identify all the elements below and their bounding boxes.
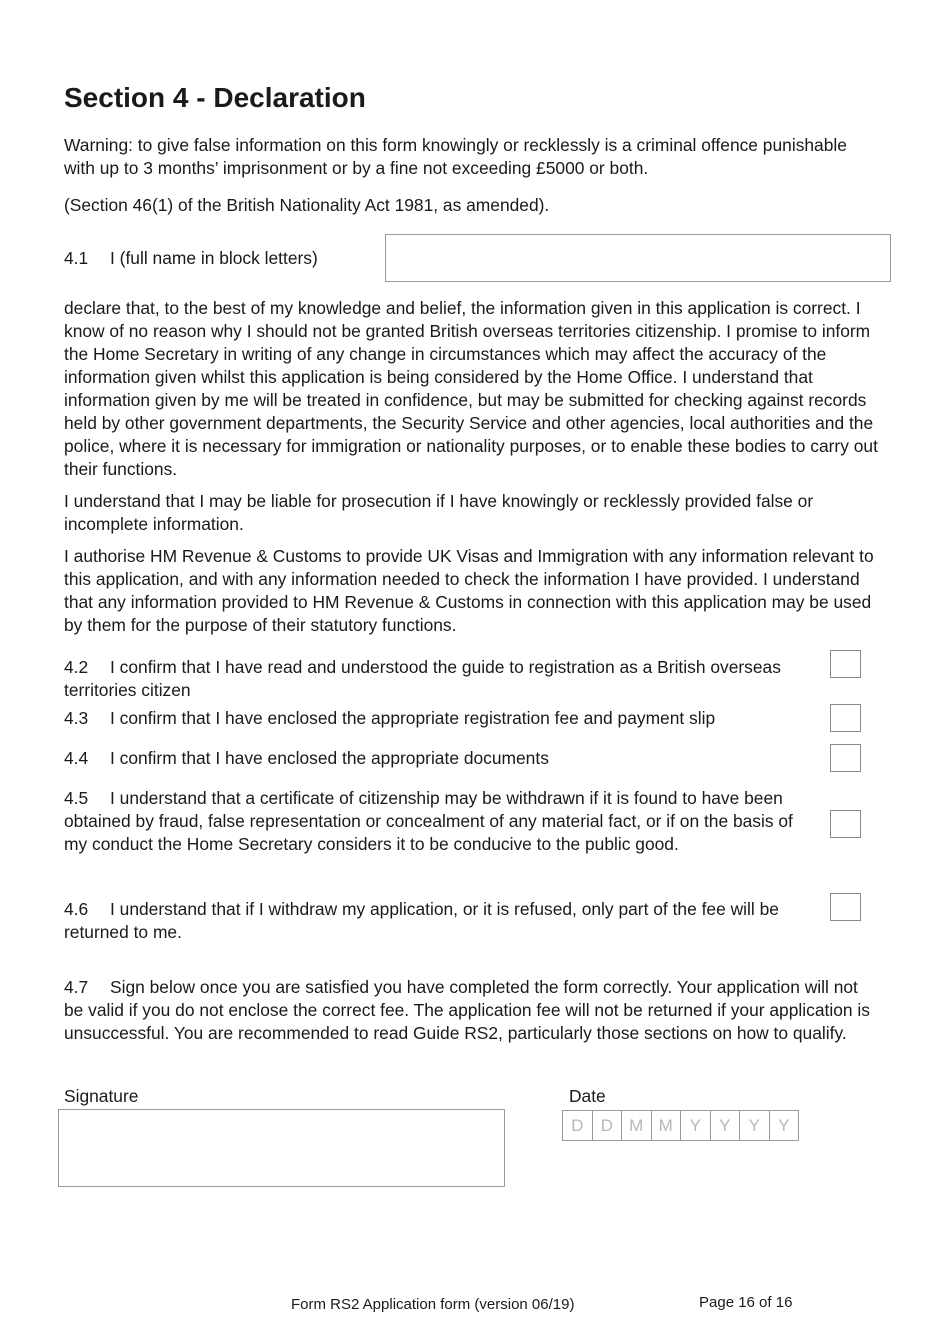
signature-field[interactable]: [58, 1109, 505, 1187]
declaration-paragraph-1: declare that, to the best of my knowledge and belief, the information given in this application is correct. I know of no reason why I should not be granted British overseas territories citizenship. I promise to inform the Home Secretary in writing of any change in circumstances which may affect the accuracy of the information given whilst this application is being considered by the Home Office. I understand that information given by me will be treated in confidence, but may be submitted for checking against records held by other government departments, the Security Service and other agencies, local authorities and the police, where it is necessary for immigration or nationality purposes, or to enable these bodies to carry out their functions.: [64, 298, 878, 479]
confirm-4-2-checkbox[interactable]: [830, 650, 861, 678]
footer-page-number: Page 16 of 16: [699, 1294, 793, 1311]
confirmation-text: I understand that a certificate of citizenship may be withdrawn if it is found to have been obtained by fraud, false representation or concealment of any material fact, or if on the basis of my conduct the Home Secretary considers it to be conducive to the public good.: [64, 788, 793, 854]
confirmation-4-5: [64, 787, 819, 856]
full-name-input[interactable]: [385, 234, 891, 282]
q41-label: I (full name in block letters): [110, 248, 318, 268]
confirmation-number: 4.4: [64, 748, 89, 768]
date-cell-month[interactable]: M: [622, 1111, 652, 1140]
confirm-4-3-checkbox[interactable]: [830, 704, 861, 732]
confirmation-number: 4.6: [64, 899, 89, 919]
declaration-paragraph-3: I authorise HM Revenue & Customs to provide UK Visas and Immigration with any information relevant to this application, and with any information needed to check the information I have provided. I understand that any information provided to HM Revenue & Customs in connection with this application may be used by them for the purpose of their statutory functions.: [64, 546, 874, 635]
q41-number: 4.1: [64, 248, 89, 268]
date-cell-year[interactable]: Y: [711, 1111, 741, 1140]
q41-label-row: [64, 247, 318, 270]
confirmation-text: I confirm that I have enclosed the appropriate documents: [110, 748, 549, 768]
confirmation-number: 4.3: [64, 708, 89, 728]
confirm-4-4-checkbox[interactable]: [830, 744, 861, 772]
date-cell-year[interactable]: Y: [681, 1111, 711, 1140]
declaration-paragraph-2: I understand that I may be liable for prosecution if I have knowingly or recklessly provided false or incomplete information.: [64, 491, 814, 534]
q47-instruction: [64, 976, 879, 1045]
date-cell-year[interactable]: Y: [778, 1116, 790, 1135]
date-cell-day[interactable]: D: [593, 1111, 623, 1140]
confirmation-text: I confirm that I have enclosed the appropriate registration fee and payment slip: [110, 708, 716, 728]
date-input[interactable]: [562, 1110, 799, 1141]
confirm-4-6-checkbox[interactable]: [830, 893, 861, 921]
confirmation-number: 4.5: [64, 788, 89, 808]
date-cell-month[interactable]: M: [652, 1111, 682, 1140]
confirmation-number: 4.2: [64, 657, 89, 677]
confirmation-4-4: [64, 747, 814, 770]
warning-text: Warning: to give false information on this form knowingly or recklessly is a criminal offence punishable with up to 3 months’ imprisonment or by a fine not exceeding £5000 or both.: [64, 135, 847, 178]
act-reference: (Section 46(1) of the British Nationality Act 1981, as amended).: [64, 195, 550, 215]
confirmation-text: I understand that if I withdraw my application, or it is refused, only part of the fee will be returned to me.: [64, 899, 779, 942]
confirm-4-5-checkbox[interactable]: [830, 810, 861, 838]
section-title: Section 4 - Declaration: [64, 82, 366, 113]
date-cell-year[interactable]: Y: [740, 1111, 770, 1140]
confirmation-4-6: [64, 898, 824, 944]
signature-label: Signature: [64, 1086, 139, 1106]
date-label: Date: [569, 1086, 606, 1106]
date-cell-day[interactable]: D: [563, 1111, 593, 1140]
confirmation-4-2: [64, 656, 814, 702]
confirmation-4-3: [64, 707, 814, 730]
confirmation-text: I confirm that I have read and understood the guide to registration as a British overseas territories citizen: [64, 657, 781, 700]
q47-text: Sign below once you are satisfied you have completed the form correctly. Your application will not be valid if you do not enclose the correct fee. The application fee will not be returned if your application is unsuccessful. You are recommended to read Guide RS2, particularly those sections on how to qualify.: [64, 977, 870, 1043]
footer-form-name: Form RS2 Application form (version 06/19): [291, 1296, 575, 1313]
q47-number: 4.7: [64, 977, 89, 997]
